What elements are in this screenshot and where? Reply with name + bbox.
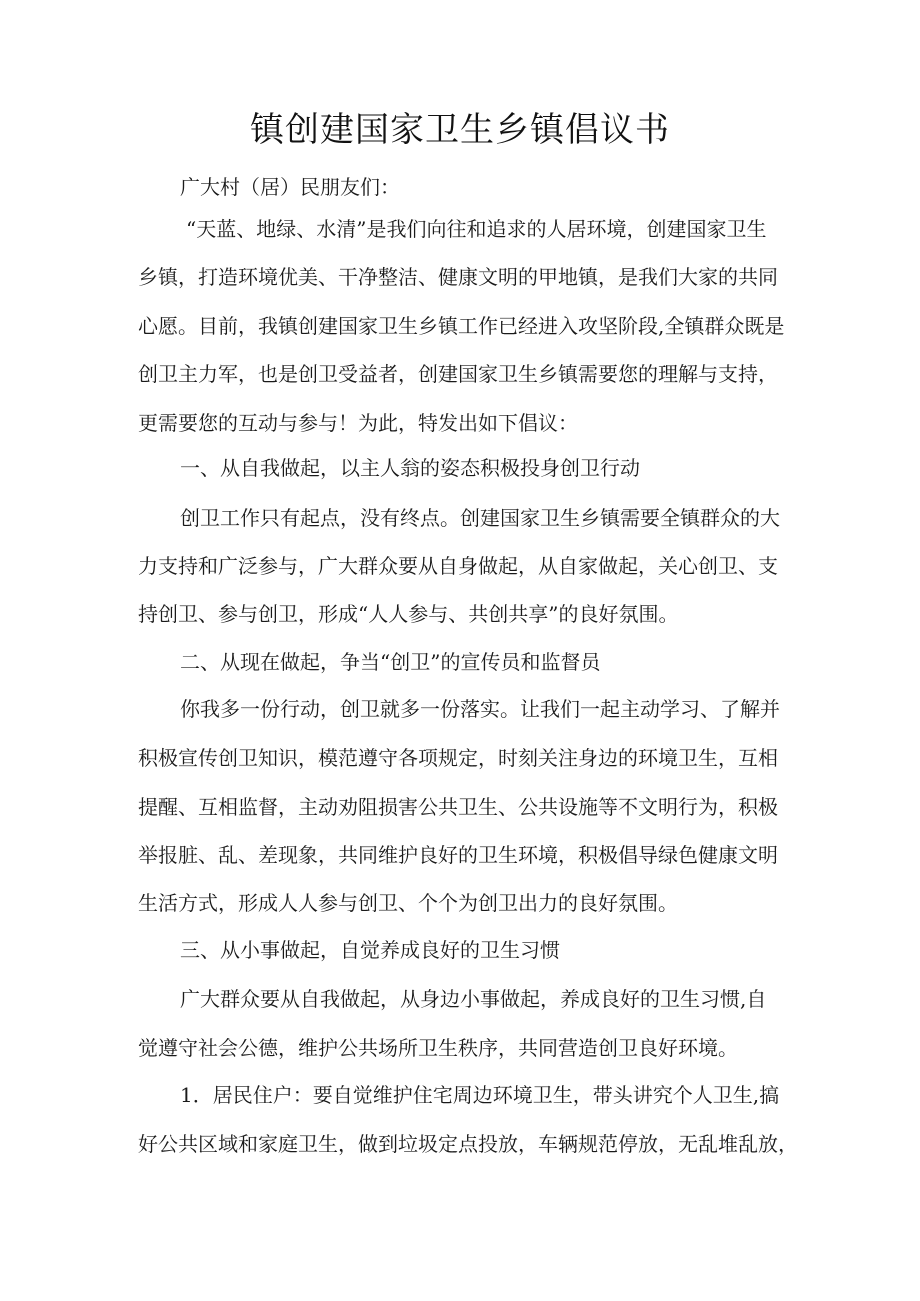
paragraph-line: 持创卫、参与创卫，形成“人人参与、共创共享”的良好氛围。: [138, 602, 679, 626]
paragraph-line: 广大群众要从自我做起，从身边小事做起，养成良好的卫生习惯,自: [180, 987, 767, 1011]
list-item-1: 1．居民住户：要自觉维护住宅周边环境卫生，带头讲究个人卫生,搞: [180, 1083, 780, 1107]
paragraph-line: 乡镇，打造环境优美、干净整洁、健康文明的甲地镇，是我们大家的共同: [138, 265, 778, 289]
paragraph-line: “天蓝、地绿、水清”是我们向往和追求的人居环境，创建国家卫生: [186, 217, 767, 241]
paragraph-line: 好公共区域和家庭卫生，做到垃圾定点投放，车辆规范停放，无乱堆乱放，: [138, 1132, 798, 1156]
paragraph-line: 创卫工作只有起点，没有终点。创建国家卫生乡镇需要全镇群众的大: [180, 506, 780, 530]
section-heading-3: 三、从小事做起，自觉养成良好的卫生习惯: [180, 938, 560, 962]
paragraph-line: 创卫主力军，也是创卫受益者，创建国家卫生乡镇需要您的理解与支持，: [138, 362, 778, 386]
section-heading-1: 一、从自我做起，以主人翁的姿态积极投身创卫行动: [180, 456, 640, 480]
paragraph-line: 积极宣传创卫知识，模范遵守各项规定，时刻关注身边的环境卫生，互相: [138, 746, 778, 770]
paragraph-line: 生活方式，形成人人参与创卫、个个为创卫出力的良好氛围。: [138, 891, 678, 915]
section-heading-2: 二、从现在做起，争当“创卫”的宣传员和监督员: [180, 650, 601, 674]
paragraph-line: 你我多一份行动，创卫就多一份落实。让我们一起主动学习、了解并: [180, 697, 780, 721]
paragraph-line: 觉遵守社会公德，维护公共场所卫生秩序，共同营造创卫良好环境。: [138, 1036, 738, 1060]
paragraph-line: 力支持和广泛参与，广大群众要从自身做起，从自家做起，关心创卫、支: [138, 554, 778, 578]
paragraph-line: 举报脏、乱、差现象，共同维护良好的卫生环境，积极倡导绿色健康文明: [138, 843, 778, 867]
salutation: 广大村（居）民朋友们：: [180, 175, 400, 199]
paragraph-line: 心愿。目前，我镇创建国家卫生乡镇工作已经进入攻坚阶段,全镇群众既是: [138, 314, 785, 338]
paragraph-line: 更需要您的互动与参与！为此，特发出如下倡议：: [138, 411, 578, 435]
document-title: 镇创建国家卫生乡镇倡议书: [250, 110, 670, 150]
paragraph-line: 提醒、互相监督，主动劝阻损害公共卫生、公共设施等不文明行为，积极: [138, 795, 778, 819]
